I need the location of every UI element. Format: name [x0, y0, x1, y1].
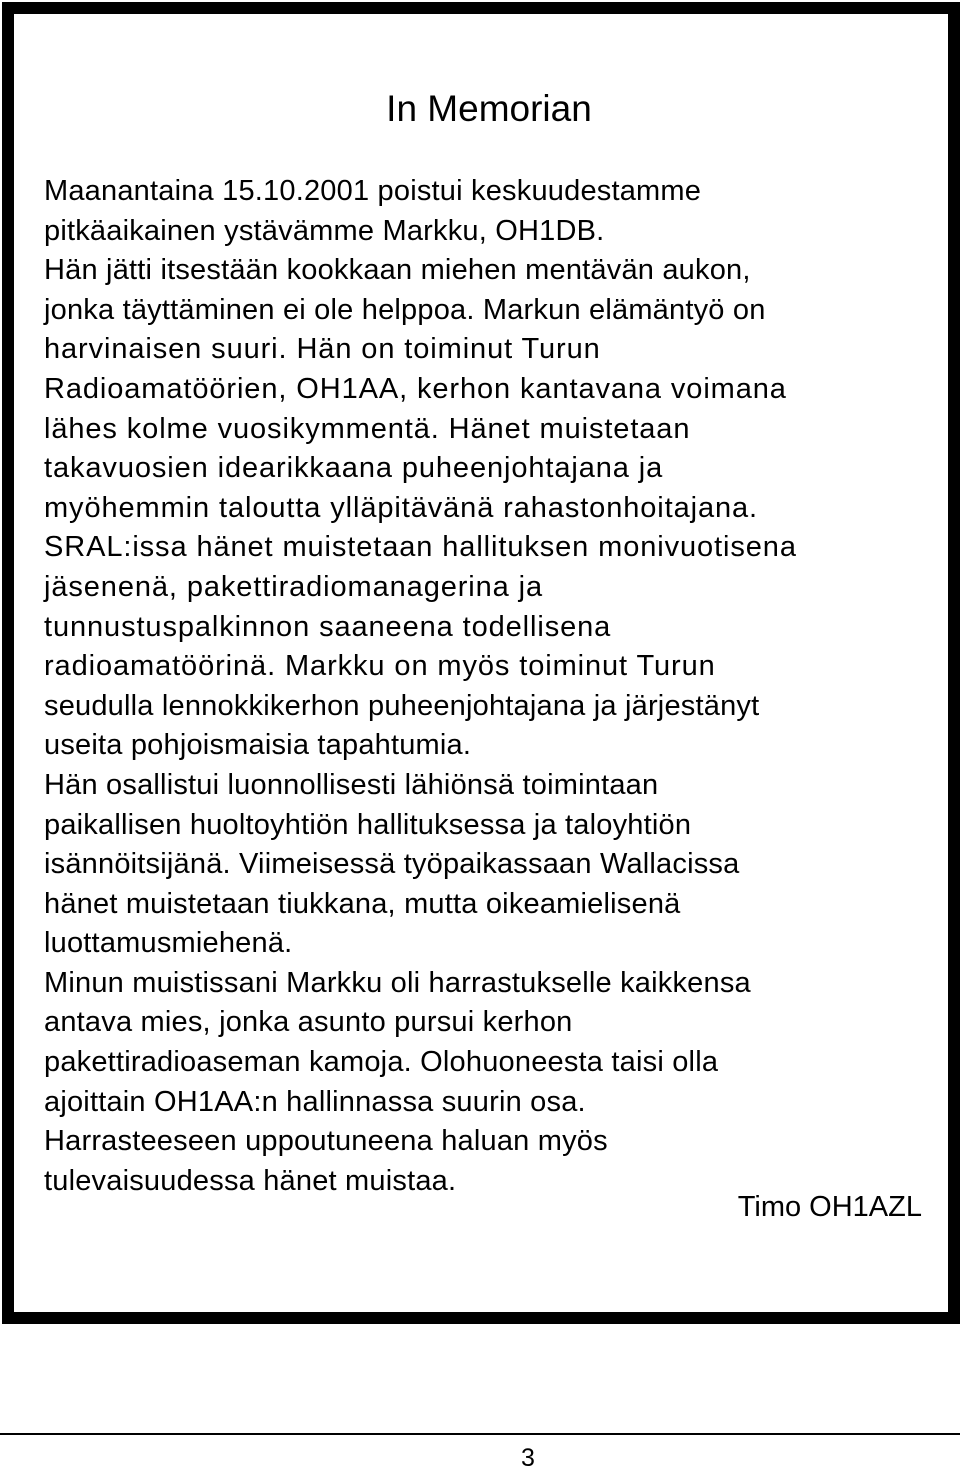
body-line: Hän osallistui luonnollisesti lähiönsä toimintaan: [44, 768, 659, 801]
signature: Timo OH1AZL: [737, 1191, 922, 1223]
body-line: lähes kolme vuosikymmentä. Hänet muistetaan: [44, 412, 691, 445]
body-line: luottamusmiehenä.: [44, 927, 293, 960]
body-line: useita pohjoismaisia tapahtumia.: [44, 729, 472, 762]
body-line: Minun muistissani Markku oli harrastukselle kaikkensa: [44, 966, 751, 999]
body-line: pitkäaikainen ystävämme Markku, OH1DB.: [44, 214, 605, 247]
body-line: ajoittain OH1AA:n hallinnassa suurin osa.: [44, 1085, 586, 1118]
page-number: 3: [521, 1444, 535, 1472]
memorial-frame: [2, 2, 960, 1324]
body-line: harvinaisen suuri. Hän on toiminut Turun: [44, 333, 601, 366]
body-line: tulevaisuudessa hänet muistaa.: [44, 1164, 457, 1197]
memorial-title: In Memorian: [386, 88, 592, 129]
body-line: Radioamatöörien, OH1AA, kerhon kantavana voimana: [44, 372, 787, 405]
body-line: hänet muistetaan tiukkana, mutta oikeamielisenä: [44, 887, 681, 920]
body-line: seudulla lennokkikerhon puheenjohtajana ja järjestänyt: [44, 689, 760, 722]
memorial-body: [44, 172, 944, 1201]
footer-divider: [0, 1433, 960, 1435]
body-line: takavuosien idearikkaana puheenjohtajana ja: [44, 452, 664, 485]
body-line: Harrasteeseen uppoutuneena haluan myös: [44, 1125, 608, 1158]
body-line: jäsenenä, pakettiradiomanagerina ja: [44, 570, 544, 603]
body-line: jonka täyttäminen ei ole helppoa. Markun elämäntyö on: [44, 293, 766, 326]
body-line: tunnustuspalkinnon saaneena todellisena: [44, 610, 612, 643]
body-line: Hän jätti itsestään kookkaan miehen mentävän aukon,: [44, 254, 751, 287]
body-line: Maanantaina 15.10.2001 poistui keskuudestamme: [44, 175, 702, 207]
body-line: myöhemmin taloutta ylläpitävänä rahastonhoitajana.: [44, 491, 759, 524]
body-line: pakettiradioaseman kamoja. Olohuoneesta taisi olla: [44, 1046, 719, 1079]
body-line: paikallisen huoltoyhtiön hallituksessa ja taloyhtiön: [44, 808, 692, 841]
body-line: isännöitsijänä. Viimeisessä työpaikassaan Wallacissa: [44, 848, 740, 881]
body-line: radioamatöörinä. Markku on myös toiminut Turun: [44, 650, 716, 683]
body-line: SRAL:issa hänet muistetaan hallituksen monivuotisena: [44, 531, 797, 564]
body-line: antava mies, jonka asunto pursui kerhon: [44, 1006, 573, 1039]
